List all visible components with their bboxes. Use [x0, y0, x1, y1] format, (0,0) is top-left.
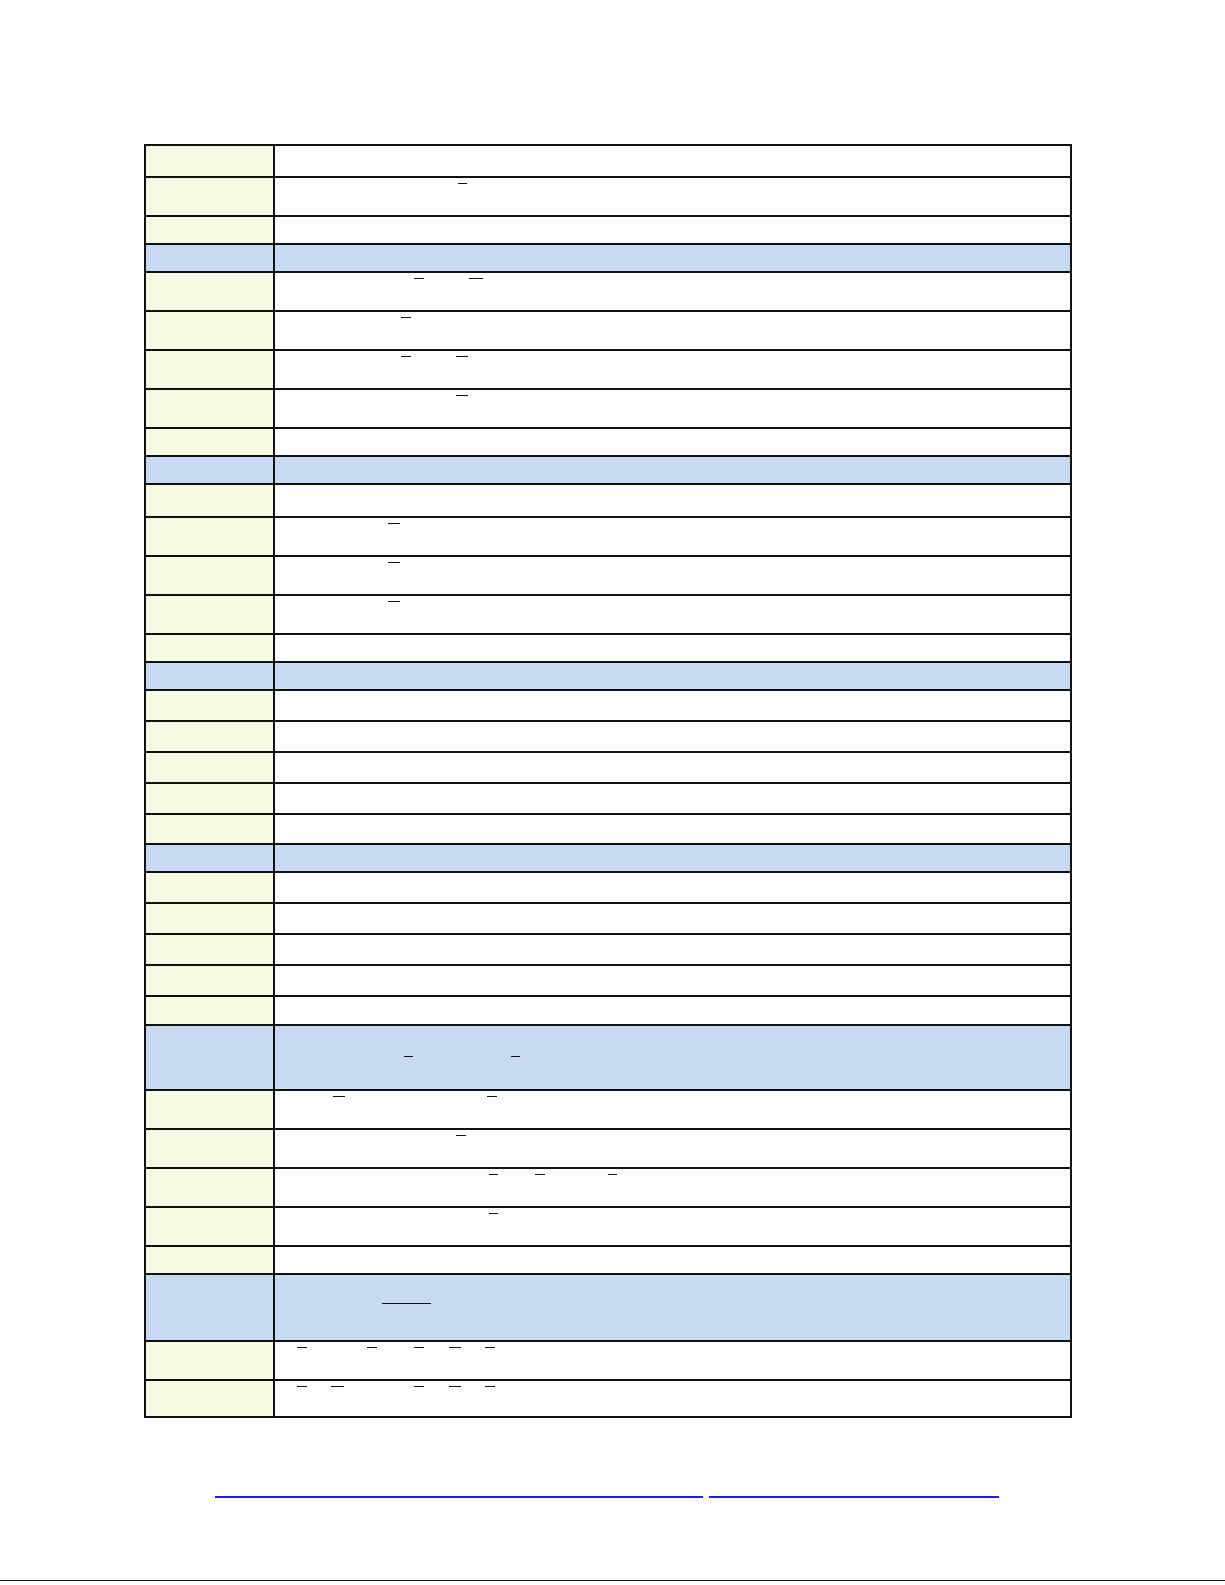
table-row [145, 1207, 1071, 1246]
row-label [145, 1207, 274, 1246]
section-label [145, 1025, 274, 1090]
overline-mark [535, 1174, 545, 1175]
row-content [274, 595, 1071, 634]
table-row [145, 216, 1071, 244]
overline-mark [485, 1347, 495, 1348]
row-content [274, 177, 1071, 216]
section-header-row [145, 1274, 1071, 1341]
section-label [145, 244, 274, 272]
overline-mark [388, 562, 400, 563]
row-content [274, 1090, 1071, 1129]
row-content [274, 1341, 1071, 1380]
row-content [274, 752, 1071, 783]
row-content [274, 1380, 1071, 1417]
section-title [274, 244, 1071, 272]
table-row [145, 517, 1071, 556]
table-row [145, 752, 1071, 783]
row-content [274, 903, 1071, 934]
row-content [274, 783, 1071, 814]
section-label [145, 1274, 274, 1341]
row-label [145, 721, 274, 752]
table-row [145, 903, 1071, 934]
page-bottom-rule [0, 1580, 1225, 1581]
row-content [274, 272, 1071, 311]
section-label [145, 844, 274, 872]
overline-mark [456, 1135, 466, 1136]
table-row [145, 721, 1071, 752]
table-row [145, 428, 1071, 456]
section-label [145, 662, 274, 690]
section-header-row [145, 662, 1071, 690]
section-title [274, 1025, 1071, 1090]
table-row [145, 311, 1071, 350]
overline-mark [449, 1386, 461, 1387]
row-label [145, 517, 274, 556]
row-label [145, 1168, 274, 1207]
overline-mark [456, 356, 468, 357]
overline-mark [401, 317, 411, 318]
row-content [274, 1207, 1071, 1246]
table-row [145, 634, 1071, 662]
row-label [145, 272, 274, 311]
row-label [145, 903, 274, 934]
overline-mark [511, 1056, 520, 1057]
row-content [274, 484, 1071, 517]
row-label [145, 145, 274, 177]
row-content [274, 1129, 1071, 1168]
row-content [274, 517, 1071, 556]
row-content [274, 634, 1071, 662]
section-label [145, 456, 274, 484]
overline-mark [414, 1386, 424, 1387]
row-label [145, 965, 274, 996]
table-row [145, 1168, 1071, 1207]
section-title [274, 844, 1071, 872]
row-label [145, 634, 274, 662]
overline-mark [401, 356, 411, 357]
section-header-row [145, 244, 1071, 272]
row-label [145, 311, 274, 350]
row-label [145, 996, 274, 1025]
row-label [145, 484, 274, 517]
table-row [145, 595, 1071, 634]
overline-mark [487, 1096, 497, 1097]
table-row [145, 1380, 1071, 1417]
table-row [145, 389, 1071, 428]
table-row [145, 690, 1071, 721]
overline-mark [404, 1056, 413, 1057]
footer-link-2[interactable] [709, 1496, 999, 1498]
overline-mark [458, 183, 467, 184]
table-row [145, 145, 1071, 177]
overline-mark [485, 1386, 495, 1387]
overline-mark [388, 601, 400, 602]
overline-mark [414, 1347, 424, 1348]
table-row [145, 556, 1071, 595]
table-row [145, 814, 1071, 844]
row-label [145, 872, 274, 903]
row-content [274, 996, 1071, 1025]
section-header-row [145, 844, 1071, 872]
overline-mark [297, 1386, 307, 1387]
fraction-bar [382, 1303, 431, 1304]
row-label [145, 934, 274, 965]
row-content [274, 721, 1071, 752]
overline-mark [456, 395, 468, 396]
row-content [274, 690, 1071, 721]
table-row [145, 272, 1071, 311]
section-title [274, 1274, 1071, 1341]
row-label [145, 1380, 274, 1417]
overline-mark [449, 1347, 461, 1348]
row-label [145, 389, 274, 428]
row-content [274, 350, 1071, 389]
table-row [145, 350, 1071, 389]
section-header-row [145, 456, 1071, 484]
overline-mark [388, 523, 400, 524]
section-title [274, 456, 1071, 484]
section-header-row [145, 1025, 1071, 1090]
overline-mark [333, 1096, 345, 1097]
overline-mark [414, 278, 424, 279]
row-content [274, 311, 1071, 350]
table-row [145, 996, 1071, 1025]
row-label [145, 814, 274, 844]
overline-mark [608, 1174, 617, 1175]
content-table [144, 144, 1072, 1418]
table-row [145, 177, 1071, 216]
overline-mark [297, 1347, 307, 1348]
table-row [145, 1246, 1071, 1274]
row-content [274, 814, 1071, 844]
row-label [145, 350, 274, 389]
row-label [145, 1341, 274, 1380]
row-content [274, 965, 1071, 996]
row-content [274, 216, 1071, 244]
table-row [145, 783, 1071, 814]
row-content [274, 556, 1071, 595]
row-label [145, 177, 274, 216]
section-title [274, 662, 1071, 690]
footer-link-1[interactable] [215, 1496, 703, 1498]
row-label [145, 216, 274, 244]
row-label [145, 1090, 274, 1129]
row-label [145, 556, 274, 595]
row-content [274, 872, 1071, 903]
row-content [274, 428, 1071, 456]
overline-mark [331, 1386, 344, 1387]
row-content [274, 1168, 1071, 1207]
table-row [145, 934, 1071, 965]
overline-mark [367, 1347, 377, 1348]
overline-mark [489, 1213, 498, 1214]
row-content [274, 1246, 1071, 1274]
row-label [145, 428, 274, 456]
row-content [274, 145, 1071, 177]
table-row [145, 1090, 1071, 1129]
row-label [145, 690, 274, 721]
table-row [145, 872, 1071, 903]
overline-mark [469, 278, 483, 279]
table-row [145, 1129, 1071, 1168]
overline-mark [489, 1174, 498, 1175]
table-row [145, 965, 1071, 996]
row-label [145, 595, 274, 634]
table-row [145, 484, 1071, 517]
row-content [274, 389, 1071, 428]
row-label [145, 752, 274, 783]
row-label [145, 1246, 274, 1274]
table-row [145, 1341, 1071, 1380]
row-label [145, 1129, 274, 1168]
row-label [145, 783, 274, 814]
row-content [274, 934, 1071, 965]
